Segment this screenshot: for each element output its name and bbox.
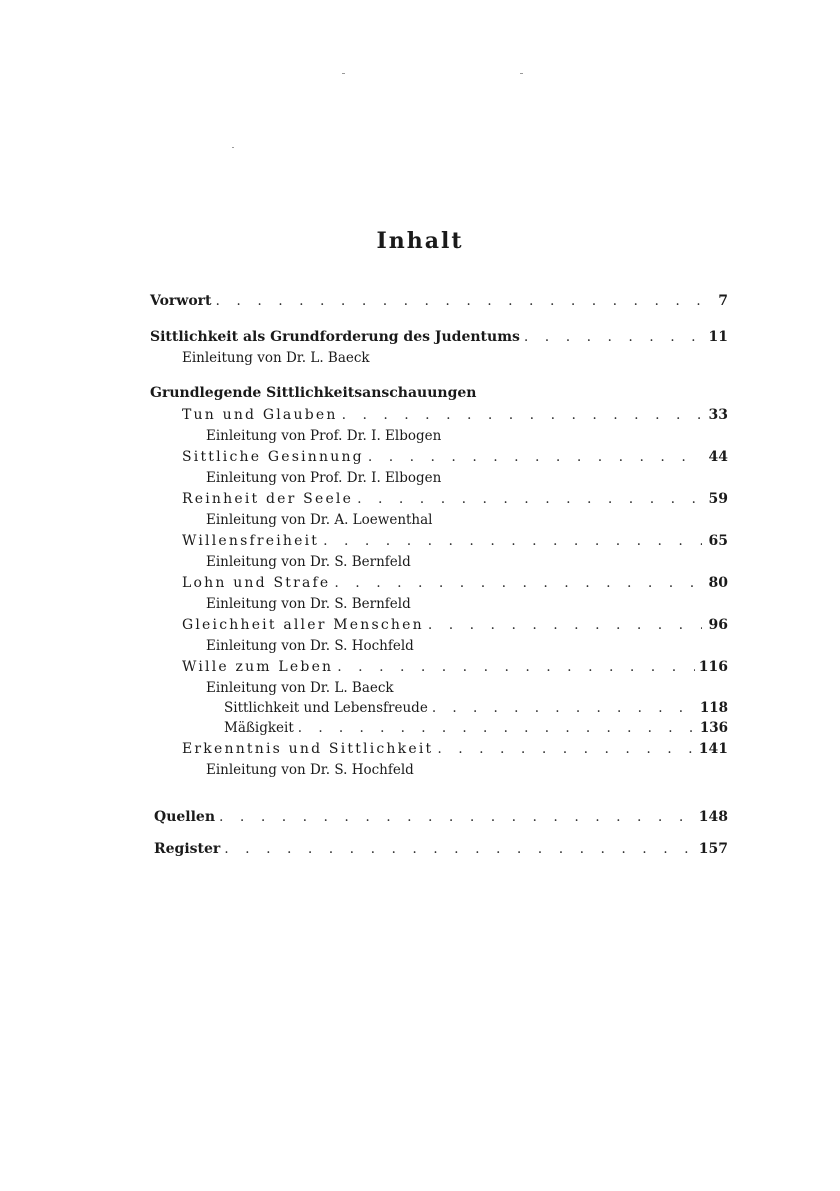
toc-entry-label: Wille zum Leben — [182, 659, 334, 675]
toc-page-number: 118 — [699, 700, 728, 716]
toc-entry-intro: Einleitung von Dr. S. Hochfeld — [206, 638, 414, 654]
toc-entry-sittliche-gesinnung — [150, 446, 728, 468]
toc-entry-intro: Einleitung von Dr. S. Bernfeld — [206, 554, 411, 570]
toc-entry-grundforderung — [150, 326, 728, 348]
toc-entry-intro: Einleitung von Dr. A. Loewenthal — [206, 512, 433, 528]
toc-entry-gleichheit — [150, 614, 728, 636]
toc-entry-label: Quellen — [154, 809, 216, 825]
toc-entry-label: Register — [154, 841, 221, 857]
toc-entry-maessigkeit — [150, 718, 728, 738]
toc-entry-reinheit-der-seele — [150, 488, 728, 510]
toc-entry-label: Lohn und Strafe — [182, 575, 331, 591]
toc-entry-intro: Einleitung von Prof. Dr. I. Elbogen — [206, 470, 442, 486]
toc-entry-erkenntnis — [150, 738, 728, 760]
toc-entry-label: Sittlichkeit als Grundforderung des Judentums — [150, 329, 520, 345]
toc-entry-lebensfreude — [150, 698, 728, 718]
toc-page-number: 11 — [708, 329, 728, 345]
leader-dots — [216, 290, 702, 312]
leader-dots — [524, 326, 702, 348]
toc-page-number: 141 — [698, 741, 728, 757]
toc-page-number: 7 — [718, 293, 728, 309]
toc-entry-label: Reinheit der Seele — [182, 491, 354, 507]
toc-page-number: 96 — [708, 617, 728, 633]
toc-page-number: 148 — [698, 809, 728, 825]
scan-speck — [520, 73, 523, 74]
leader-dots — [298, 718, 696, 738]
toc-entry-wille-zum-leben — [150, 656, 728, 678]
toc-entry-label: Tun und Glauben — [182, 407, 338, 423]
table-of-contents — [150, 290, 728, 860]
leader-dots — [428, 614, 702, 636]
toc-entry-intro: Einleitung von Dr. S. Bernfeld — [206, 596, 411, 612]
leader-dots — [334, 572, 702, 594]
leader-dots — [342, 404, 702, 426]
toc-page-number: 136 — [699, 720, 728, 736]
toc-entry-label: Sittliche Gesinnung — [182, 449, 364, 465]
leader-dots — [432, 698, 696, 718]
page-title: Inhalt — [376, 228, 464, 254]
toc-page-number: 157 — [698, 841, 728, 857]
toc-entry-register — [150, 838, 728, 860]
leader-dots — [224, 838, 694, 860]
toc-entry-intro: Einleitung von Dr. L. Baeck — [182, 350, 370, 366]
toc-entry-intro: Einleitung von Prof. Dr. I. Elbogen — [206, 428, 442, 444]
toc-entry-vorwort — [150, 290, 728, 312]
scan-speck — [342, 73, 345, 74]
toc-page-number: 33 — [708, 407, 728, 423]
toc-entry-intro: Einleitung von Dr. S. Hochfeld — [206, 762, 414, 778]
leader-dots — [368, 446, 702, 468]
toc-page-number: 44 — [708, 449, 728, 465]
toc-entry-quellen — [150, 806, 728, 828]
toc-entry-lohn-und-strafe — [150, 572, 728, 594]
toc-page-number: 59 — [708, 491, 728, 507]
toc-entry-label: Erkenntnis und Sittlichkeit — [182, 741, 434, 757]
toc-entry-willensfreiheit — [150, 530, 728, 552]
toc-entry-intro: Einleitung von Dr. L. Baeck — [206, 680, 394, 696]
toc-entry-tun-und-glauben — [150, 404, 728, 426]
toc-section-heading: Grundlegende Sittlichkeitsanschauungen — [150, 385, 477, 401]
toc-page-number: 80 — [708, 575, 728, 591]
leader-dots — [323, 530, 702, 552]
toc-entry-label: Willensfreiheit — [182, 533, 320, 549]
toc-page-number: 116 — [698, 659, 728, 675]
toc-page-number: 65 — [708, 533, 728, 549]
toc-entry-label: Gleichheit aller Menschen — [182, 617, 424, 633]
leader-dots — [437, 738, 694, 760]
toc-entry-label: Sittlichkeit und Lebensfreude — [224, 700, 428, 716]
leader-dots — [357, 488, 702, 510]
scan-speck — [232, 147, 234, 148]
leader-dots — [219, 806, 695, 828]
toc-entry-label: Mäßigkeit — [224, 720, 294, 736]
leader-dots — [337, 656, 694, 678]
toc-entry-label: Vorwort — [150, 293, 212, 309]
